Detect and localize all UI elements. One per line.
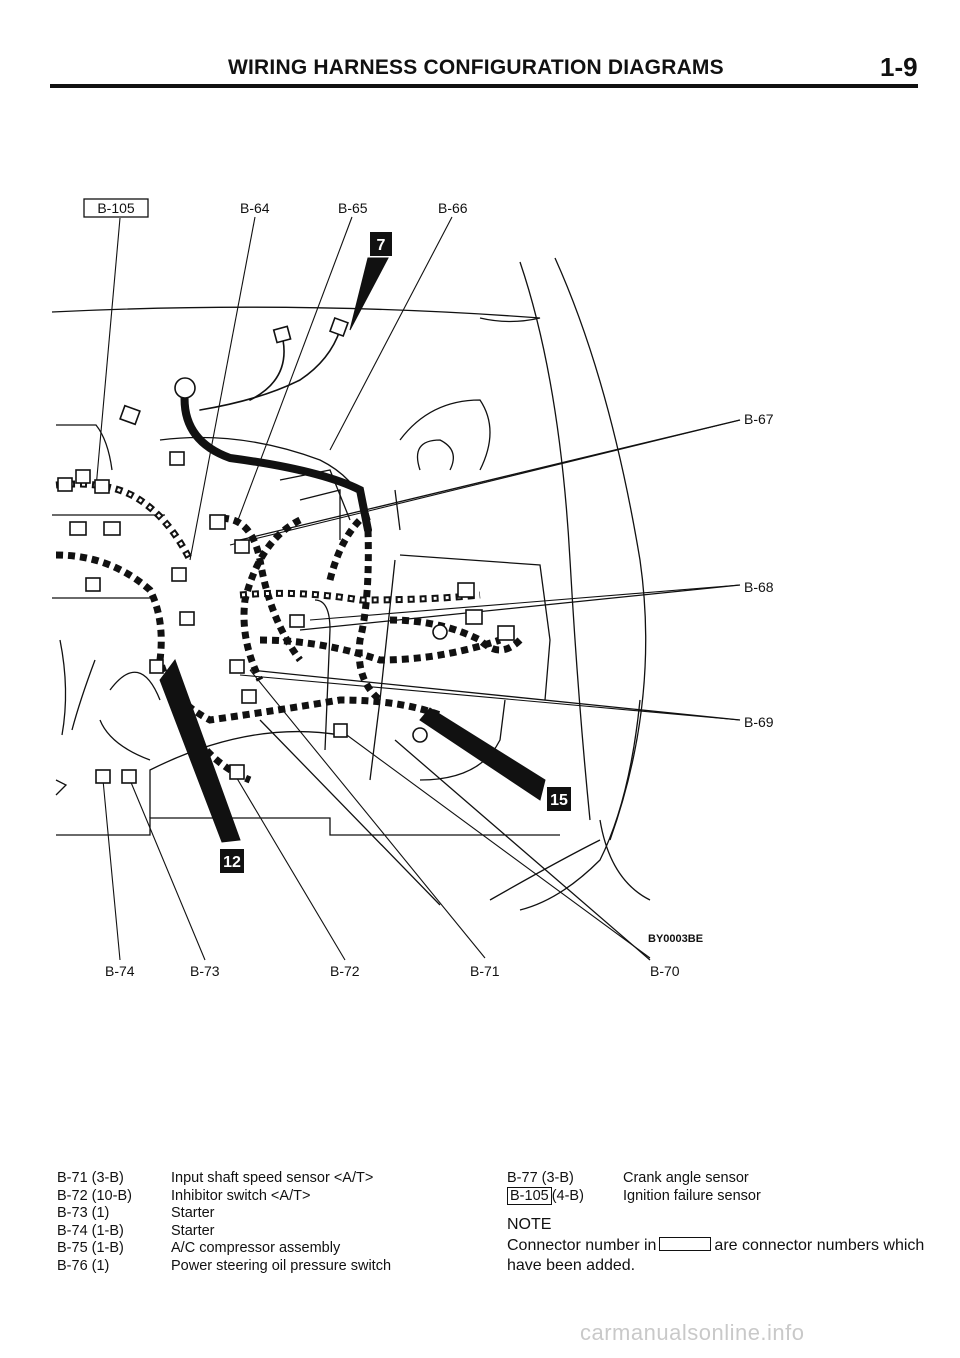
legend-row xyxy=(57,1223,391,1241)
legend-desc: Starter xyxy=(171,1205,215,1221)
note-text xyxy=(507,1236,927,1276)
legend-row xyxy=(507,1188,761,1206)
trans-housing xyxy=(400,400,490,470)
legend-code: B-71 (3-B) xyxy=(57,1170,124,1186)
added-connector-box: B-105 xyxy=(507,1187,552,1205)
legend-right xyxy=(507,1170,761,1205)
body-outline-right-2 xyxy=(555,258,646,840)
legend-desc: Starter xyxy=(171,1222,215,1239)
legend-desc: Ignition failure sensor xyxy=(623,1187,761,1204)
note-text-before: Connector number in xyxy=(507,1237,657,1254)
legend-row xyxy=(57,1170,391,1188)
page-title: WIRING HARNESS CONFIGURATION DIAGRAMS xyxy=(228,56,724,79)
legend-code: B-74 (1-B) xyxy=(57,1222,124,1239)
label-b73: B-73 xyxy=(190,963,220,979)
label-b71: B-71 xyxy=(470,963,500,979)
callout-wedges xyxy=(160,258,545,842)
legend-row xyxy=(57,1240,391,1258)
label-b69: B-69 xyxy=(744,714,774,730)
note-title: NOTE xyxy=(507,1216,552,1233)
legend-row xyxy=(507,1170,761,1188)
legend-code: B-73 (1) xyxy=(57,1205,110,1221)
legend-code: B-76 (1) xyxy=(57,1257,110,1274)
legend-desc: Crank angle sensor xyxy=(623,1170,749,1186)
label-b72: B-72 xyxy=(330,963,360,979)
diagram-code: BY0003BE xyxy=(648,933,704,945)
body-outline-right-1 xyxy=(520,262,590,820)
legend-desc: Inhibitor switch <A/T> xyxy=(171,1187,311,1204)
page-number: 1-9 xyxy=(880,52,918,82)
callout-7: 7 xyxy=(376,237,386,254)
callout-12: 12 xyxy=(223,854,241,871)
note-text-after: are connector numbers which have been added. xyxy=(507,1237,925,1274)
label-b74: B-74 xyxy=(105,963,135,979)
legend-row xyxy=(57,1205,391,1223)
legend-desc: Power steering oil pressure switch xyxy=(171,1257,392,1274)
legend-row xyxy=(57,1188,391,1206)
watermark: carmanualsonline.info xyxy=(580,1320,805,1345)
legend-row xyxy=(57,1258,391,1276)
legend-code: B-77 (3-B) xyxy=(507,1170,574,1186)
subframe-outline xyxy=(56,818,560,835)
legend-code-added xyxy=(507,1188,623,1206)
label-b68: B-68 xyxy=(744,579,774,595)
legend-code: B-75 (1-B) xyxy=(57,1240,124,1256)
legend-code: B-72 (10-B) xyxy=(57,1187,132,1204)
engine-outline-1 xyxy=(56,425,112,470)
label-b66: B-66 xyxy=(438,200,468,216)
legend-left xyxy=(57,1170,391,1275)
body-outline-right-4 xyxy=(600,820,650,900)
connector-box-symbol xyxy=(659,1237,711,1251)
legend-code-suffix: (4-B) xyxy=(551,1187,584,1204)
label-b64: B-64 xyxy=(240,200,270,216)
legend-desc: Input shaft speed sensor <A/T> xyxy=(171,1170,374,1186)
label-b105: B-105 xyxy=(97,200,135,216)
label-b67: B-67 xyxy=(744,411,774,427)
body-outline-top xyxy=(52,307,540,321)
label-b65: B-65 xyxy=(338,200,368,216)
legend-desc: A/C compressor assembly xyxy=(171,1240,341,1256)
label-b70: B-70 xyxy=(650,963,680,979)
callout-15: 15 xyxy=(550,792,568,809)
